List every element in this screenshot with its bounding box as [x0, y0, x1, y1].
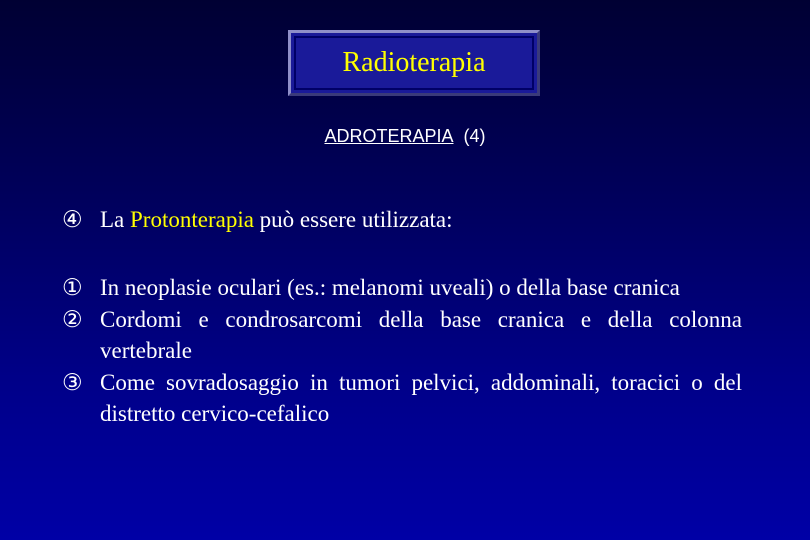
item-list — [62, 272, 742, 430]
list-item-text: In neoplasie oculari (es.: melanomi uveali) o della base cranica — [100, 275, 680, 300]
intro-line — [62, 204, 453, 236]
slide-title: Radioterapia — [342, 47, 486, 78]
bullet-4-icon: ④ — [62, 207, 83, 232]
intro-before: La — [100, 207, 131, 232]
title-box — [288, 30, 540, 96]
list-item-text: Cordomi e condrosarcomi della base cranica e della colonna vertebrale — [100, 306, 742, 363]
intro-highlight: Protonterapia — [130, 207, 254, 232]
intro-after: può essere utilizzata: — [253, 207, 453, 232]
circled-1-icon: ① — [62, 275, 83, 300]
title-inner-frame — [294, 36, 534, 90]
slide-subtitle — [0, 126, 810, 147]
list-item — [62, 304, 742, 367]
list-item-text: Come sovradosaggio in tumori pelvici, addominali, toracici o del distretto cervico-cefalico — [100, 369, 742, 426]
subtitle-suffix: (4) — [463, 126, 486, 146]
list-item — [62, 367, 742, 430]
circled-3-icon: ③ — [62, 369, 83, 395]
subtitle-main: ADROTERAPIA — [324, 126, 454, 146]
list-item — [62, 272, 742, 304]
circled-2-icon: ② — [62, 306, 83, 332]
